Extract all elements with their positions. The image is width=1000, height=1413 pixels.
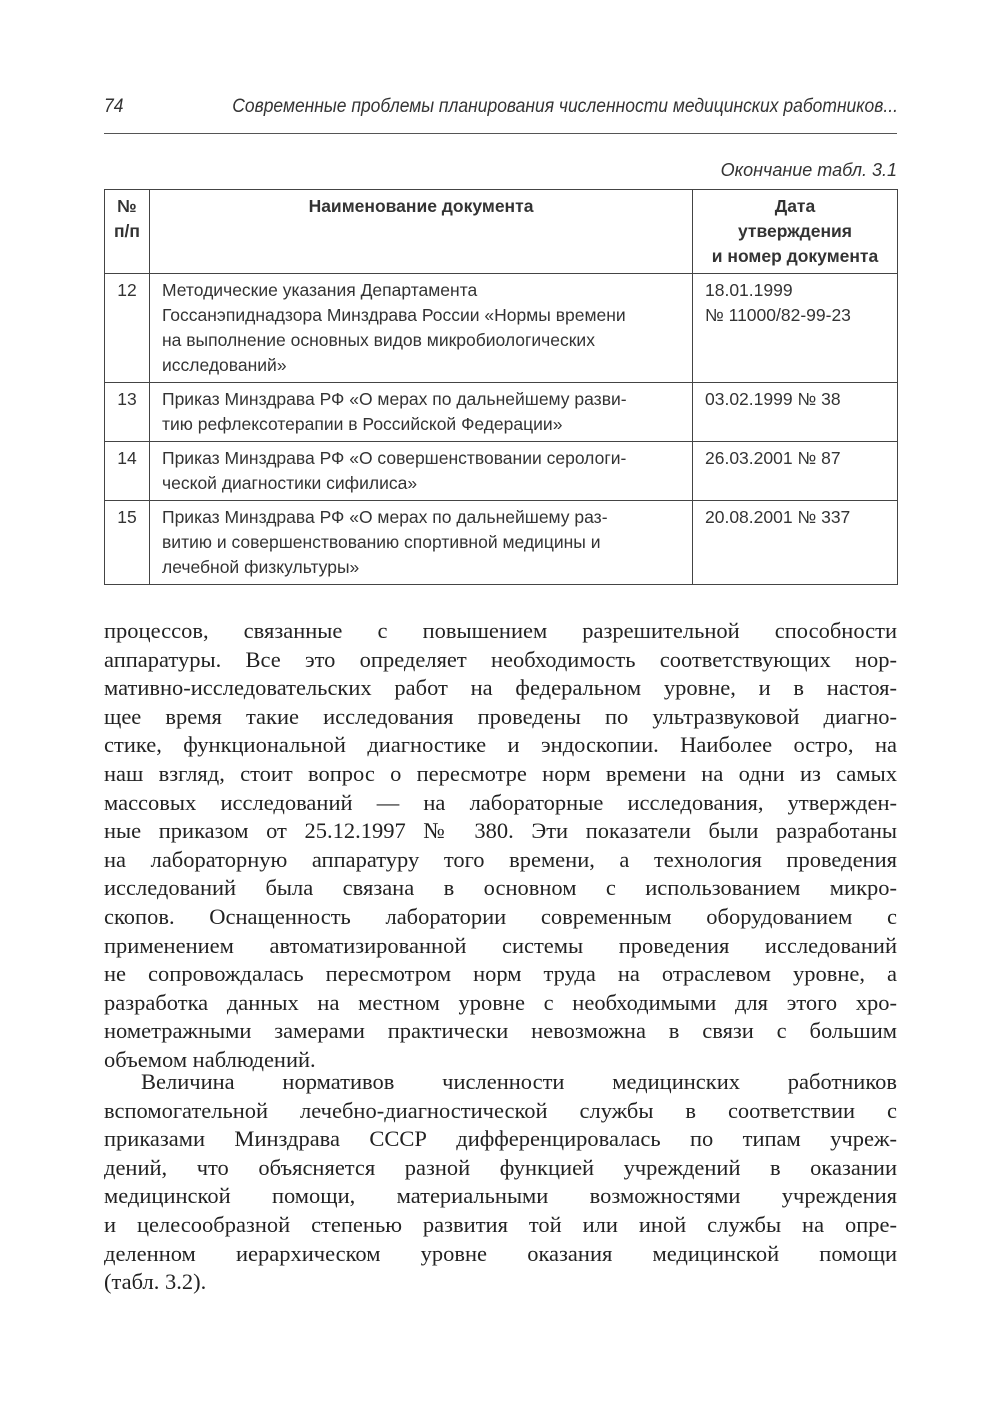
text-line: и целесообразной степенью развития той или иной службы на опре- (104, 1211, 897, 1237)
text-line: вспомогательной лечебно-диагностической службы в соответствии с (104, 1097, 897, 1123)
cell-line: п/п (113, 221, 140, 241)
text-line: мативно-исследовательских работ на федеральном уровне, и в настоя- (104, 675, 897, 701)
text-line: аппаратуры. Все это определяет необходимость соответствующих нор- (104, 646, 897, 672)
text-line: деленном иерархическом уровне оказания медицинской помощи (104, 1240, 897, 1266)
cell-line: 20.08.2001 № 337 (705, 507, 851, 527)
document-name (150, 442, 693, 501)
paragraph-1 (104, 617, 897, 1075)
text-line: скопов. Оснащенность лаборатории современным оборудованием с (104, 903, 897, 929)
document-date (693, 442, 898, 501)
document-name (150, 383, 693, 442)
cell-line: 26.03.2001 № 87 (705, 448, 841, 468)
text-line: разработка данных на местном уровне с необходимыми для этого хро- (104, 989, 897, 1015)
cell-line: Методические указания Департамента (162, 280, 478, 300)
running-title: Современные проблемы планирования численности медицинских работников... (232, 96, 898, 117)
cell-line: № (117, 196, 137, 216)
text-line: (табл. 3.2). (104, 1269, 207, 1295)
text-line: массовых исследований — на лабораторные исследования, утвержден- (104, 789, 897, 815)
header-date-number (693, 190, 898, 274)
cell-line: на выполнение основных видов микробиологических (162, 330, 595, 350)
running-header (104, 96, 898, 126)
cell-line: утверждения (737, 221, 853, 241)
text-line: объемом наблюдений. (104, 1046, 316, 1072)
cell-line: витию и совершенствованию спортивной медицины и (162, 532, 601, 552)
row-number: 13 (105, 383, 150, 442)
text-line: стике, функциональной диагностике и эндоскопии. Наиболее остро, на (104, 732, 897, 758)
cell-line: Приказ Минздрава РФ «О совершенствовании серологи- (162, 448, 627, 468)
document-name (150, 501, 693, 585)
text-line: медицинской помощи, материальными возможностями учреждения (104, 1183, 897, 1209)
document-date (693, 501, 898, 585)
text-line: не сопровождалась пересмотром норм труда на отраслевом уровне, а (104, 961, 897, 987)
document-name (150, 274, 693, 383)
text-line: ные приказом от 25.12.1997 № 380. Эти показатели были разработаны (104, 818, 897, 844)
document-date (693, 383, 898, 442)
document-date (693, 274, 898, 383)
cell-line: Приказ Минздрава РФ «О мерах по дальнейшему раз- (162, 507, 608, 527)
cell-line: лечебной физкультуры» (162, 557, 360, 577)
cell-line: тию рефлексотерапии в Российской Федерации» (162, 414, 563, 434)
text-line: наш взгляд, стоит вопрос о пересмотре норм времени на одни из самых (104, 760, 897, 786)
cell-line: 03.02.1999 № 38 (705, 389, 841, 409)
text-line: процессов, связанные с повышением разрешительной способности (104, 618, 897, 643)
row-number: 12 (105, 274, 150, 383)
row-number: 15 (105, 501, 150, 585)
text-line: на лабораторную аппаратуру того времени, а технология проведения (104, 846, 897, 872)
header-number (105, 190, 150, 274)
cell-line: Госсанэпиднадзора Минздрава России «Нормы времени (162, 305, 626, 325)
documents-table (104, 189, 898, 585)
text-line: дений, что объясняется разной функцией учреждений в оказании (104, 1154, 897, 1180)
header-rule (104, 133, 897, 134)
cell-line: Дата (774, 196, 816, 216)
cell-line: 18.01.1999 (705, 280, 793, 300)
cell-line: Наименование документа (308, 196, 534, 216)
text-line: нометражными замерами практически невозможна в связи с большим (104, 1018, 897, 1044)
table-caption: Окончание табл. 3.1 (720, 160, 897, 180)
table-row (105, 274, 898, 383)
text-line: Величина нормативов численности медицинских работников (141, 1069, 897, 1094)
cell-line: ческой диагностики сифилиса» (162, 473, 418, 493)
cell-line: Приказ Минздрава РФ «О мерах по дальнейшему разви- (162, 389, 627, 409)
text-line: щее время такие исследования проведены по ультразвуковой диагно- (104, 703, 897, 729)
cell-line: исследований» (162, 355, 287, 375)
table-row (105, 501, 898, 585)
text-line: приказами Минздрава СССР дифференцировалась по типам учреж- (104, 1126, 897, 1152)
table-header-row (105, 190, 898, 274)
cell-line: и номер документа (711, 246, 879, 266)
cell-line: № 11000/82-99-23 (705, 305, 851, 325)
table-row (105, 442, 898, 501)
page-number: 74 (104, 96, 124, 117)
text-line: применением автоматизированной системы проведения исследований (104, 932, 897, 958)
header-document-name (150, 190, 693, 274)
paragraph-2 (104, 1068, 897, 1297)
row-number: 14 (105, 442, 150, 501)
table-row (105, 383, 898, 442)
text-line: исследований была связана в основном с использованием микро- (104, 875, 897, 901)
